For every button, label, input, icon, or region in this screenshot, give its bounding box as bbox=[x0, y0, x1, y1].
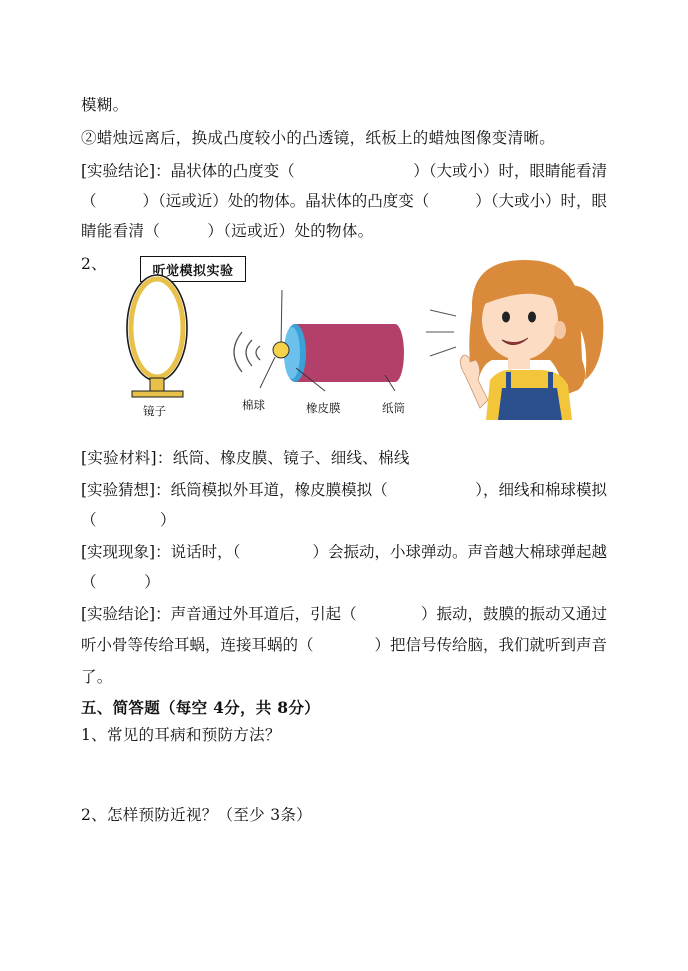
experiment-illustration bbox=[120, 250, 620, 420]
text-line-1: 模糊。 bbox=[81, 96, 129, 114]
question-number-2: 2、 bbox=[81, 255, 107, 273]
figure-title: 听觉模拟实验 bbox=[140, 256, 246, 282]
result-line-3: 了。 bbox=[81, 668, 113, 686]
girl-illustration bbox=[460, 260, 603, 420]
phenomenon-part-b: ）会振动，小球弹动。声音越大棉球弹起越 bbox=[312, 543, 607, 561]
phenomenon-part-a: [实现现象]：说话时，（ bbox=[81, 543, 241, 561]
short-question-2: 2、怎样预防近视？（至少 3条） bbox=[81, 806, 312, 824]
result-part-a: [实验结论]：声音通过外耳道后，引起（ bbox=[81, 605, 357, 623]
result-line-1 bbox=[81, 602, 607, 624]
tube-label: 纸筒 bbox=[382, 401, 405, 415]
conclusion-part-c: （ bbox=[81, 192, 97, 210]
conclusion-part-e: ）（大或小）时，眼 bbox=[475, 192, 607, 210]
phenomenon-blank: （ ） bbox=[81, 573, 161, 591]
membrane-label: 橡皮膜 bbox=[306, 401, 341, 415]
result-part-b: ）振动，鼓膜的振动又通过 bbox=[420, 605, 607, 623]
mirror-icon bbox=[127, 275, 187, 397]
result-part-c: 听小骨等传给耳蜗，连接耳蜗的（ bbox=[81, 636, 314, 654]
conclusion-line-1 bbox=[81, 159, 607, 181]
hypothesis-blank: （ ） bbox=[81, 511, 176, 529]
phenomenon-line bbox=[81, 540, 607, 562]
conclusion-part-b: ）（大或小）时，眼睛能看清 bbox=[413, 162, 607, 180]
materials-line: [实验材料]：纸筒、橡皮膜、镜子、细线、棉线 bbox=[81, 449, 410, 467]
cotton-label: 棉球 bbox=[242, 398, 265, 412]
conclusion-line-2 bbox=[81, 189, 607, 211]
hearing-experiment-figure bbox=[120, 250, 620, 420]
section-five-heading: 五、简答题（每空 4分，共 8分） bbox=[81, 698, 320, 717]
conclusion-line-3: 睛能看清（ ）（远或近）处的物体。 bbox=[81, 222, 374, 240]
thread-line bbox=[281, 290, 282, 346]
conclusion-part-d: ）（远或近）处的物体。晶状体的凸度变（ bbox=[142, 192, 430, 210]
result-part-d: ）把信号传给脑，我们就听到声音 bbox=[374, 636, 607, 654]
result-line-2 bbox=[81, 633, 607, 655]
mirror-label: 镜子 bbox=[143, 404, 166, 418]
cotton-ball-icon bbox=[273, 342, 289, 358]
conclusion-part-a: [实验结论]：晶状体的凸度变（ bbox=[81, 162, 295, 180]
hypothesis-line bbox=[81, 478, 607, 500]
text-line-2: ②蜡烛远离后，换成凸度较小的凸透镜，纸板上的蜡烛图像变清晰。 bbox=[81, 129, 556, 147]
short-question-1: 1、常见的耳病和预防方法？ bbox=[81, 726, 281, 744]
hypothesis-part-b: ），细线和棉球模拟 bbox=[475, 481, 607, 499]
hypothesis-part-a: [实验猜想]：纸筒模拟外耳道，橡皮膜模拟（ bbox=[81, 481, 388, 499]
